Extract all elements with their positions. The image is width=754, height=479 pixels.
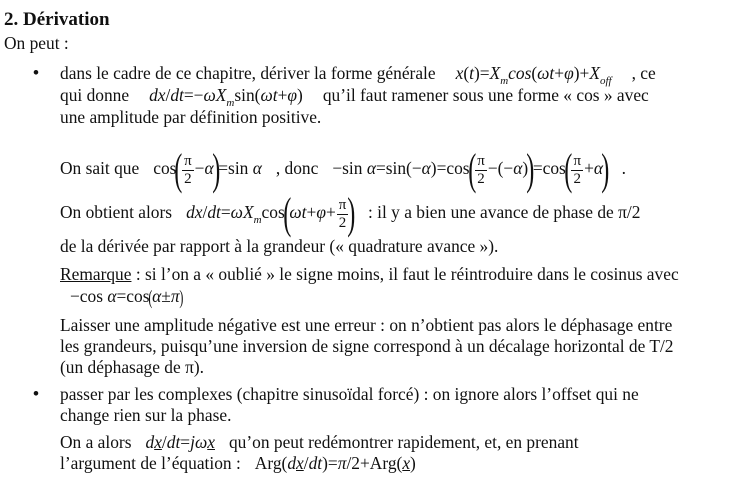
- bullet-2-icon: •: [33, 384, 39, 403]
- remarque-label: Remarque: [60, 264, 132, 284]
- remarque-line: Remarque : si l’on a « oublié » le signe moins, il faut le réintroduire dans le cosinus avec: [60, 264, 679, 284]
- item1-line1: dans le cadre de ce chapitre, dériver la forme générale $x(t)=X_m\cos(\omega t+\varphi)+X_{off}$ , ce: [60, 63, 656, 87]
- item2-alors-line: On a alors dx/dt=jωx qu’on peut redémontrer rapidement, et, en prenant: [60, 432, 579, 452]
- item1-line1-text: dans le cadre de ce chapitre, dériver la forme générale: [60, 63, 436, 83]
- erreur-line1: Laisser une amplitude négative est une erreur : on n’obtient pas alors le déphasage entre: [60, 315, 673, 335]
- argument-formula: Arg(dx/dt)=π/2+Arg(x): [254, 453, 416, 473]
- complex-derivative-formula: dx/dt=jωx: [145, 432, 215, 452]
- item1-obtient-line: On obtient alors $dx/dt=\omega X_m\cos(\omega t+\varphi+$ $\frac{\pi}{2}$ ) : il y a bien une avance de phase de π/2: [60, 189, 641, 238]
- erreur-line2: les grandeurs, puisqu’une inversion de signe correspond à un décalage horizontal de T/2: [60, 336, 674, 356]
- item1-line2: qui donne $dx/dt=-\omega X_m\sin(\omega t+\varphi)$ qu’il faut ramener sous une forme « cos » avec: [60, 85, 649, 109]
- result-formula: $dx/dt=\omega X_m\cos(\omega t+\varphi+$ $\frac{\pi}{2}$ ): [186, 189, 356, 238]
- item1-sait-line: On sait que cos( $\frac{\pi}{2}$ −α)=sin α , donc −sin α=sin(−α)=cos( $\frac{\pi}{2}$ −(−α))=cos( $\frac{\pi}{2}$ +α) .: [60, 145, 627, 194]
- sine-identity-chain-formula: −sin α=sin(−α)=cos( $\frac{\pi}{2}$ −(−α))=cos( $\frac{\pi}{2}$ +α): [332, 145, 610, 194]
- intro-text: On peut :: [4, 33, 69, 53]
- item2-line2: change rien sur la phase.: [60, 405, 232, 425]
- erreur-line3: (un déphasage de π).: [60, 357, 204, 377]
- bullet-1-icon: •: [33, 63, 39, 82]
- item1-obtient-line2: de la dérivée par rapport à la grandeur (« quadrature avance »).: [60, 236, 499, 256]
- item2-arg-line: l’argument de l’équation : Arg(dx/dt)=π/2+Arg(x): [60, 453, 416, 473]
- remarque-formula: −cos α=cos(α±π): [70, 286, 183, 309]
- identity-formula: cos( $\frac{\pi}{2}$ −α)=sin α: [153, 145, 262, 194]
- derivative-formula: $dx/dt=-\omega X_m\sin(\omega t+\varphi)$: [149, 85, 303, 109]
- section-heading: 2. Dérivation: [4, 9, 110, 30]
- general-form-formula: $x(t)=X_m\cos(\omega t+\varphi)+X_{off}$: [455, 63, 612, 87]
- item2-line1: passer par les complexes (chapitre sinusoïdal forcé) : on ignore alors l’offset qui ne: [60, 384, 639, 404]
- item1-line3: une amplitude par définition positive.: [60, 107, 322, 127]
